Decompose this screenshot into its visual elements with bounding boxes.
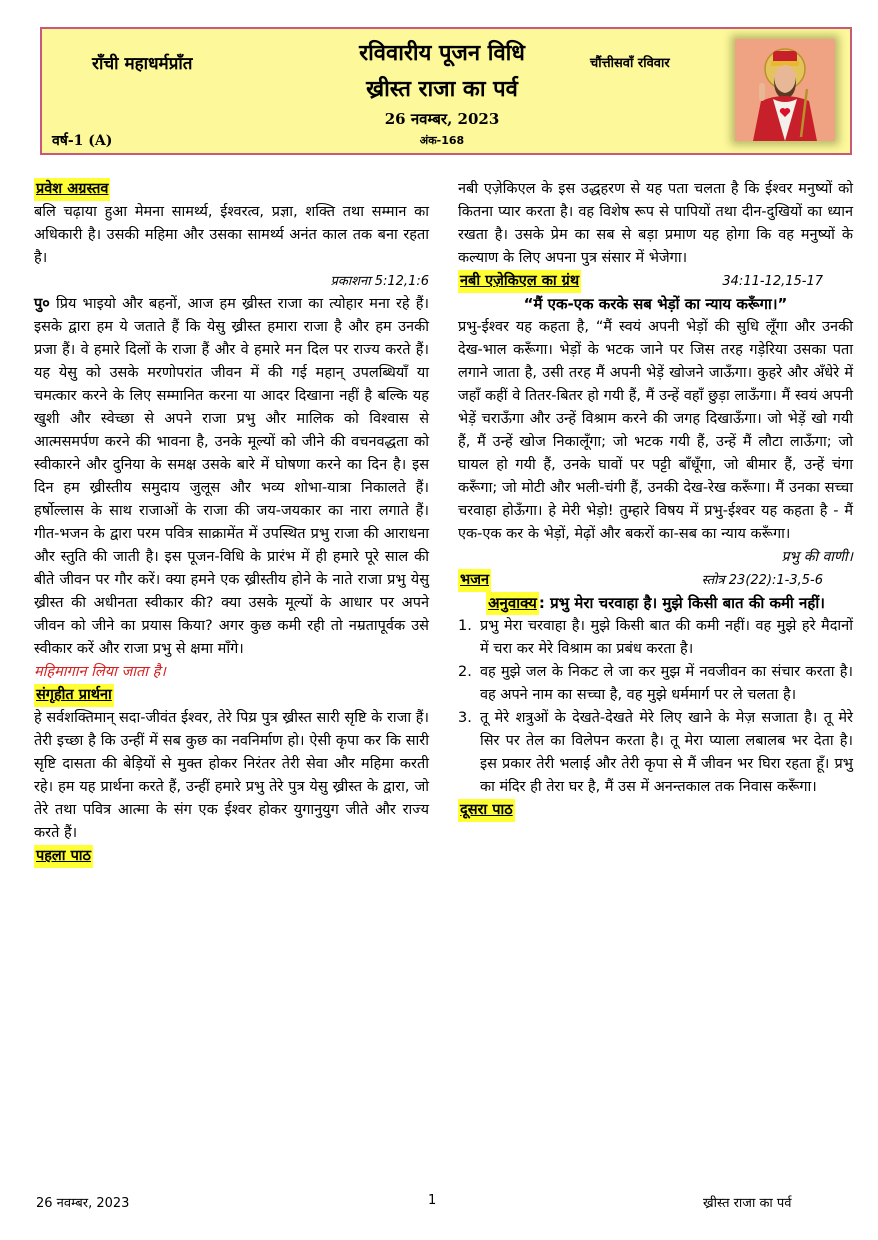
verse-number: 2. [458,664,472,680]
diocese-name: राँची महाधर्मप्राँत [92,54,193,74]
left-column [34,178,429,868]
verse-text: तू मेरे शत्रुओं के देखते-देखते मेरे लिए खाने के मेज़ सजाता है। तू मेरे सिर पर तेल का विलेपन करता है। तू मेरा प्याला लबालब भर देता है। इस प्रकार तेरी भलाई और तेरी कृपा से मैं जीवन भर घिरा रहता हूँ। प्रभु का मंदिर ही तेरा घर है, मैं उस में अनन्तकाल तक निवास करूँगा। [480,710,854,795]
psalm-verse [458,707,853,799]
issue-number: अंक-168 [419,134,465,147]
verse-number: 3. [458,710,472,726]
verse-text: वह मुझे जल के निकट ले जा कर मुझ में नवजीवन का संचार करता है। वह अपने नाम का सच्चा है, वह मुझे धर्ममार्ग पर ले चलता है। [480,664,853,703]
entrance-antiphon-heading: प्रवेश अग्रस्तव [34,178,110,201]
psalm-heading: भजन [458,569,491,592]
first-reading-heading: पहला पाठ [34,845,93,868]
christ-the-king-image-icon [735,39,835,141]
title-line-2: ख्रीस्त राजा का पर्व [366,77,518,102]
verse-text: प्रभु मेरा चरवाहा है। मुझे किसी बात की कमी नहीं। वह मुझे हरे मैदानों में चरा कर मेरे विश्राम का प्रबंध करता है। [480,618,853,657]
footer-feast-name: ख्रीस्त राजा का पर्व [703,1196,792,1211]
psalm-verse [458,615,853,661]
refrain-label: अनुवाक्य [486,592,539,615]
introduction-text: प्रिय भाइयो और बहनों, आज हम ख्रीस्त राजा का त्योहार मना रहे हैं। इसके द्वारा हम ये जताते हैं कि येसु ख्रीस्त हमारा राजा है और हम उनकी प्रजा हैं। वे हमारे दिलों के राजा हैं और वे हमारे मन दिल पर राज्य करते हैं। यह येसु को उसके मरणोपरांत जीवन में की गई महान् उपलब्धियाँ या चमत्कार करने के लिए सम्मानित करना या आदर दिखाना नहीं है बल्कि यह खुशी और स्वेच्छा से अपने राजा प्रभु और मालिक को विश्वास से आत्मसमर्पण करने की भावना है, उनके मूल्यों को जीने की वचनवद्धता को स्वीकारने और दुनिया के समक्ष उसके बारे में घोषणा करने का दिन है। इस दिन हम ख्रीस्तीय समुदाय जुलूस और भव्य शोभा-यात्रा निकालते हैं। हर्षोल्लास के साथ राजाओं के राजा की जय-जयकार का नारा लगाते हैं। गीत-भजन के द्वारा परम पवित्र साक्रामेंत में उपस्थित प्रभु राजा की आराधना और स्तुति की जाती है। इस पूजन-विधि के प्रारंभ में ही हमारे पूरे साल की बीते जीवन पर गौर करें। क्या हमने एक ख्रीस्तीय होने के नाते राजा प्रभु येसु ख्रीस्त की अधीनता स्वीकार की? क्या उसके मूल्यों के आधार पर अपने जीवन को जीने का प्रयास किया? अगर कुछ कमी रही तो नम्रतापूर्वक उसे स्वीकार करें और राजा प्रभु से क्षमा माँगे। [34,296,429,657]
reading-introduction: नबी एज़ेकिएल के इस उद्धहरण से यह पता चलता है कि ईश्वर मनुष्यों को कितना प्यार करता है। वह विशेष रूप से पापियों तथा दीन-दुखियों का ध्यान रखता है। उसके प्रेम का सब से बड़ा प्रमाण यह होगा कि वह मनुष्यों के कल्याण के लिए अपना पुत्र संसार में भेजेगा। [458,181,853,266]
header-box [40,27,852,155]
psalm-reference: स्तोत्र 23(22):1-3,5-6 [701,573,823,588]
title-line-1: रविवारीय पूजन विधि [359,41,525,66]
verse-number: 1. [458,618,472,634]
collect-text: हे सर्वशक्तिमान् सदा-जीवंत ईश्वर, तेरे पिय्र पुत्र ख्रीस्त सारी सृष्टि के राजा हैं। तेरी इच्छा है कि उन्हीं में सब कुछ का नवनिर्माण हो। ऐसी कृपा कर कि सारी सृष्टि दासता की बेड़ियों से मुक्त होकर निरंतर तेरी सेवा और महिमा करती रहे। हम यह प्रार्थना करते हैं, उन्हीं हमारे प्रभु तेरे पुत्र येसु ख्रीस्त के द्वारा, जो तेरे तथा पवित्र आत्मा के संग एक ईश्वर होकर युगानुयुग जीते और राज्य करते हैं। [34,710,429,841]
reading-reference: 34:11-12,15-17 [722,274,823,289]
psalm-verse [458,661,853,707]
entrance-antiphon-reference: प्रकाशना 5:12,1:6 [330,274,429,289]
collect-heading: संगृहीत प्रार्थना [34,684,114,707]
entrance-antiphon-text: बलि चढ़ाया हुआ मेमना सामर्थ्य, ईश्वरत्व, प्रज्ञा, शक्ति तथा सम्मान का अधिकारी है। उसकी महिमा और उसका सामर्थ्य अनंत काल तक बना रहता है। [34,204,429,266]
header-date: 26 नवम्बर, 2023 [384,110,500,128]
reading-title: “मैं एक-एक करके सब भेड़ों का न्याय करूँगा।” [523,295,788,313]
gloria-note: महिमागान लिया जाता है। [34,664,166,680]
reading-book-heading: नबी एज़ेकिएल का ग्रंथ [458,270,581,293]
footer-date: 26 नवम्बर, 2023 [36,1196,130,1211]
page-number: 1 [428,1193,437,1208]
psalm-refrain [458,592,853,615]
reading-text: प्रभु-ईश्वर यह कहता है, “मैं स्वयं अपनी भेड़ों की सुधि लूँगा और उनकी देख-भाल करूँगा। भेड़ों के भटक जाने पर जिस तरह गड़ेरिया उसका पता लगाने जाता है, उसी तरह मैं अपनी भेड़ें खोजने जाऊँगा। कुहरे और अँधेरे में जहाँ कहीं वे तितर-बितर हो गयी हैं, मैं उन्हें वहाँ छुड़ा लाऊँगा। मैं स्वयं अपनी भेड़ें चराऊँगा और उन्हें विश्राम करने की जगह दिखाऊँगा। जो भेड़ें खो गयी हैं, मैं उन्हें खोज निकालूँगा; जो भटक गयी हैं, उन्हें मैं लौटा लाऊँगा; जो घायल हो गयी हैं, उनके घावों पर पट्टी बाँधूँगा, जो बीमार हैं, उन्हें चंगा करूँगा; जो मोटी और भली-चंगी हैं, उनकी देख-रेख करूँगा। मैं उनका सच्चा चरवाहा होऊँगा। हे मेरी भेड़ो! तुम्हारे विषय में प्रभु-ईश्वर यह कहता है - मैं एक-एक कर के भेड़ों, मेढ़ों और बकरों का-सब का न्याय करूँगा। [458,319,853,542]
word-of-the-lord: प्रभु की वाणी। [781,549,853,565]
psalm-heading-row [458,569,853,592]
sunday-label: चौंत्तीसवाँ रविवार [590,56,670,71]
priest-prefix: पु० [34,296,50,312]
year-label: वर्ष-1 (A) [52,133,113,149]
reading-heading-row [458,270,853,293]
refrain-text: : प्रभु मेरा चरवाहा है। मुझे किसी बात की कमी नहीं। [538,594,825,612]
introduction-paragraph [34,293,429,661]
second-reading-heading: दूसरा पाठ [458,799,515,822]
right-column [458,178,853,822]
